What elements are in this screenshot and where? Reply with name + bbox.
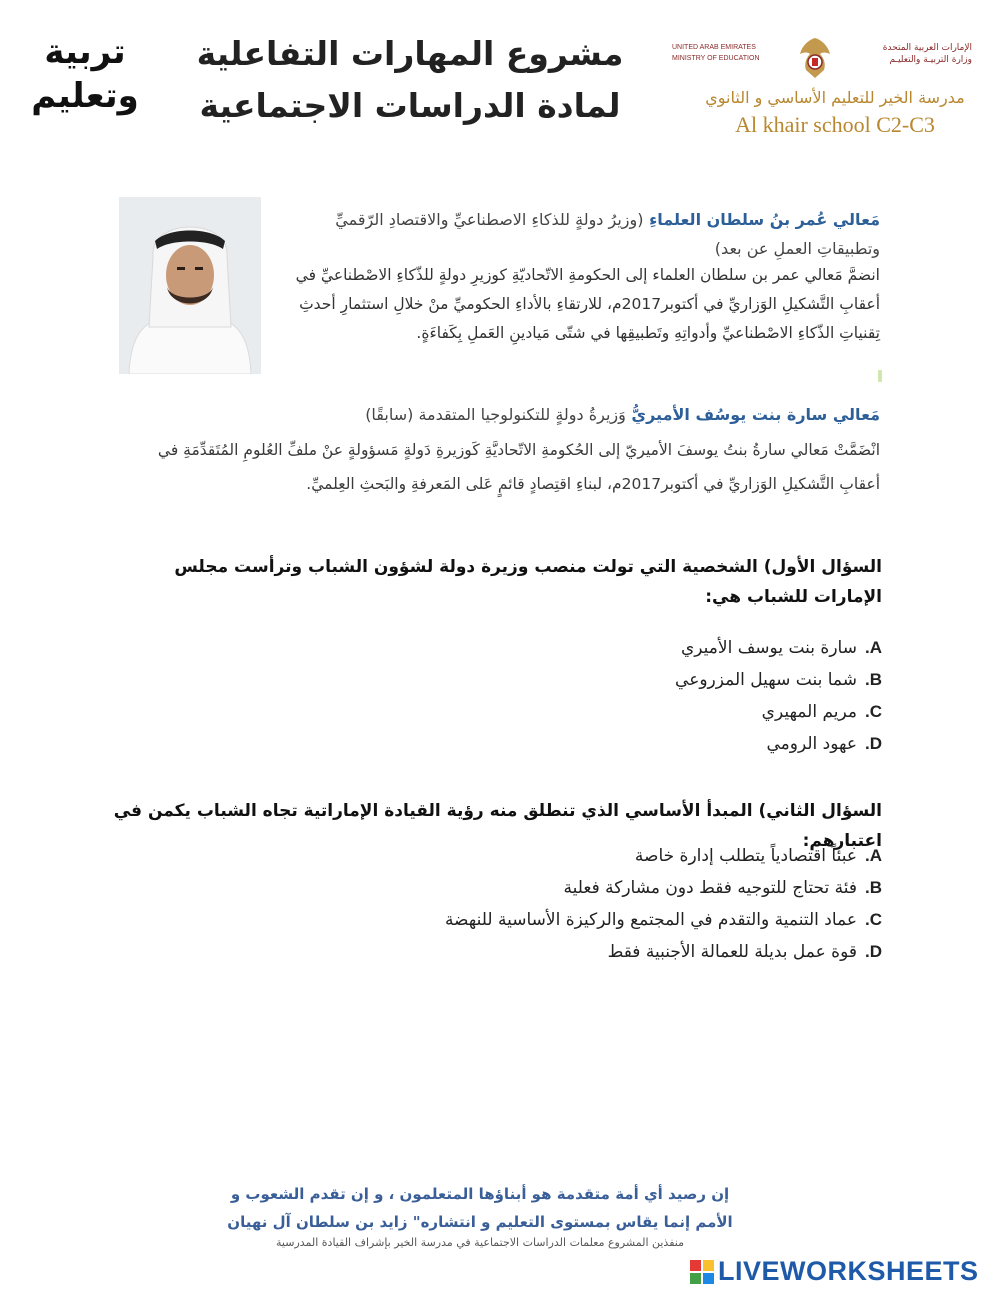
footer-credit: منفذين المشروع معلمات الدراسات الاجتماعية في مدرسة الخير بإشراف القيادة المدرسية — [276, 1236, 684, 1249]
uae-emblem-icon — [794, 34, 836, 84]
option-letter: A. — [864, 638, 882, 657]
option-text: فئة تحتاج للتوجيه فقط دون مشاركة فعلية — [563, 878, 857, 898]
option-letter: D. — [864, 942, 882, 961]
question-1-option-d[interactable] — [400, 728, 882, 760]
question-1-options — [400, 632, 882, 760]
bio-2-title: وَزيرةُ دولةٍ للتكنولوجيا المتقدمة (سابقًا) — [365, 405, 626, 424]
school-name-ar: مدرسة الخير للتعليم الأساسي و الثانوي — [705, 88, 965, 107]
education-logo — [30, 30, 140, 118]
option-letter: C. — [864, 910, 882, 929]
bio-1-heading — [290, 205, 880, 263]
question-1-text: السؤال الأول) الشخصية التي تولت منصب وزيرة دولة لشؤون الشباب وترأست مجلس الإمارات للشباب هي: — [174, 557, 882, 607]
question-2-option-b[interactable] — [300, 872, 882, 904]
option-text: سارة بنت يوسف الأميري — [680, 638, 857, 658]
option-text: شما بنت سهيل المزروعي — [675, 670, 857, 690]
ministry-ar-line-1: الإمارات العربية المتحدة — [882, 43, 972, 53]
bio-2-body: انْضَمَّتْ مَعالي سارةُ بنتُ يوسفَ الأميريّ إلى الحُكومةِ الاتّحاديَّةِ كَوزيرةِ دَولةٍ مَسؤولةٍ عنْ ملفِّ العُلومِ المُتَقدِّمَةِ في أعقابِ التَّشكيلِ الوَزاريِّ في أكتوبر2017م، لبناءِ اقتِصادٍ قائمٍ عَلى المَعرفةِ والبَحثِ العِلميِّ. — [157, 441, 880, 493]
option-text: عهود الرومي — [766, 734, 857, 754]
footer-quote — [200, 1180, 760, 1236]
option-letter: D. — [864, 734, 882, 753]
title-line-2: لمادة الدراسات الاجتماعية — [199, 86, 621, 125]
option-letter: B. — [864, 878, 882, 897]
liveworksheets-logo-icon — [690, 1260, 714, 1284]
question-1-option-c[interactable] — [400, 696, 882, 728]
question-1-option-a[interactable] — [400, 632, 882, 664]
bio-2-name: مَعالي سارة بنت يوسُف الأميريُّ — [631, 405, 880, 424]
bio-1-name: مَعالي عُمر بنُ سلطان العلماءِ — [649, 210, 880, 229]
option-text: عبئاً اقتصادياً يتطلب إدارة خاصة — [634, 846, 857, 866]
school-name-en: Al khair school C2-C3 — [735, 112, 935, 137]
title-line-1: مشروع المهارات التفاعلية — [196, 34, 624, 73]
logo-line-2: وتعليم — [31, 76, 139, 116]
bio-2-heading — [150, 402, 880, 428]
footer-quote-line-2: الأمم إنما يقاس بمستوى التعليم و انتشاره" زايد بن سلطان آل نهيان — [227, 1213, 733, 1231]
option-letter: C. — [864, 702, 882, 721]
liveworksheets-brand[interactable] — [690, 1254, 990, 1288]
option-text: قوة عمل بديلة للعمالة الأجنبية فقط — [607, 942, 857, 962]
question-2-option-a[interactable] — [300, 840, 882, 872]
decorative-accent — [878, 370, 882, 382]
bio-1-body: انضمَّ مَعالي عمر بن سلطان العلماء إلى الحكومةِ الاتّحاديّةِ كوزيرِ دولةٍ للذّكاءِ الاصْطناعيِّ في أعقابِ التَّشكيلِ الوَزاريِّ في أكتوبر2017م، للارتقاءِ بالأداءِ الحكوميِّ منْ خلالِ استثمارِ أحدثِ تِقنياتِ الذّكاءِ الاصْطناعيِّ وأدواتِهِ وتَطبيقِها في شتّى مَيادينِ العَملِ بِكَفاءَةٍ. — [295, 266, 880, 342]
page-title — [190, 28, 630, 132]
option-text: مريم المهيري — [761, 702, 857, 722]
question-2-option-d[interactable] — [300, 936, 882, 968]
ministry-name-ar — [842, 42, 972, 66]
option-text: عماد التنمية والتقدم في المجتمع والركيزة الأساسية للنهضة — [444, 910, 857, 930]
question-2-text: السؤال الثاني) المبدأ الأساسي الذي تنطلق منه رؤية القيادة الإماراتية تجاه الشباب يكمن في اعتبارهم: — [113, 801, 882, 851]
ministry-name-en — [672, 42, 792, 64]
bio-1-title: (وزيرُ دولةٍ للذكاءِ الاصطناعيِّ والاقتصادِ الرّقميِّ وتطبيقاتِ العملِ عن بعد) — [335, 210, 880, 258]
liveworksheets-wordmark: LIVEWORKSHEETS — [718, 1256, 979, 1286]
question-2-option-c[interactable] — [300, 904, 882, 936]
ministry-logo — [672, 34, 972, 94]
ministry-ar-line-2: وزارة التربيـة والتعليـم — [889, 55, 972, 65]
minister-photo — [119, 197, 261, 374]
ministry-en-line-1: UNITED ARAB EMIRATES — [672, 44, 756, 51]
question-1-option-b[interactable] — [400, 664, 882, 696]
ministry-en-line-2: MINISTRY OF EDUCATION — [672, 55, 760, 62]
option-letter: A. — [864, 846, 882, 865]
question-2-options — [300, 840, 882, 968]
footer-quote-line-1: إن رصيد أي أمة متقدمة هو أبناؤها المتعلمون ، و إن تقدم الشعوب و — [230, 1185, 730, 1203]
logo-line-1: تربية — [44, 32, 126, 72]
option-letter: B. — [864, 670, 882, 689]
